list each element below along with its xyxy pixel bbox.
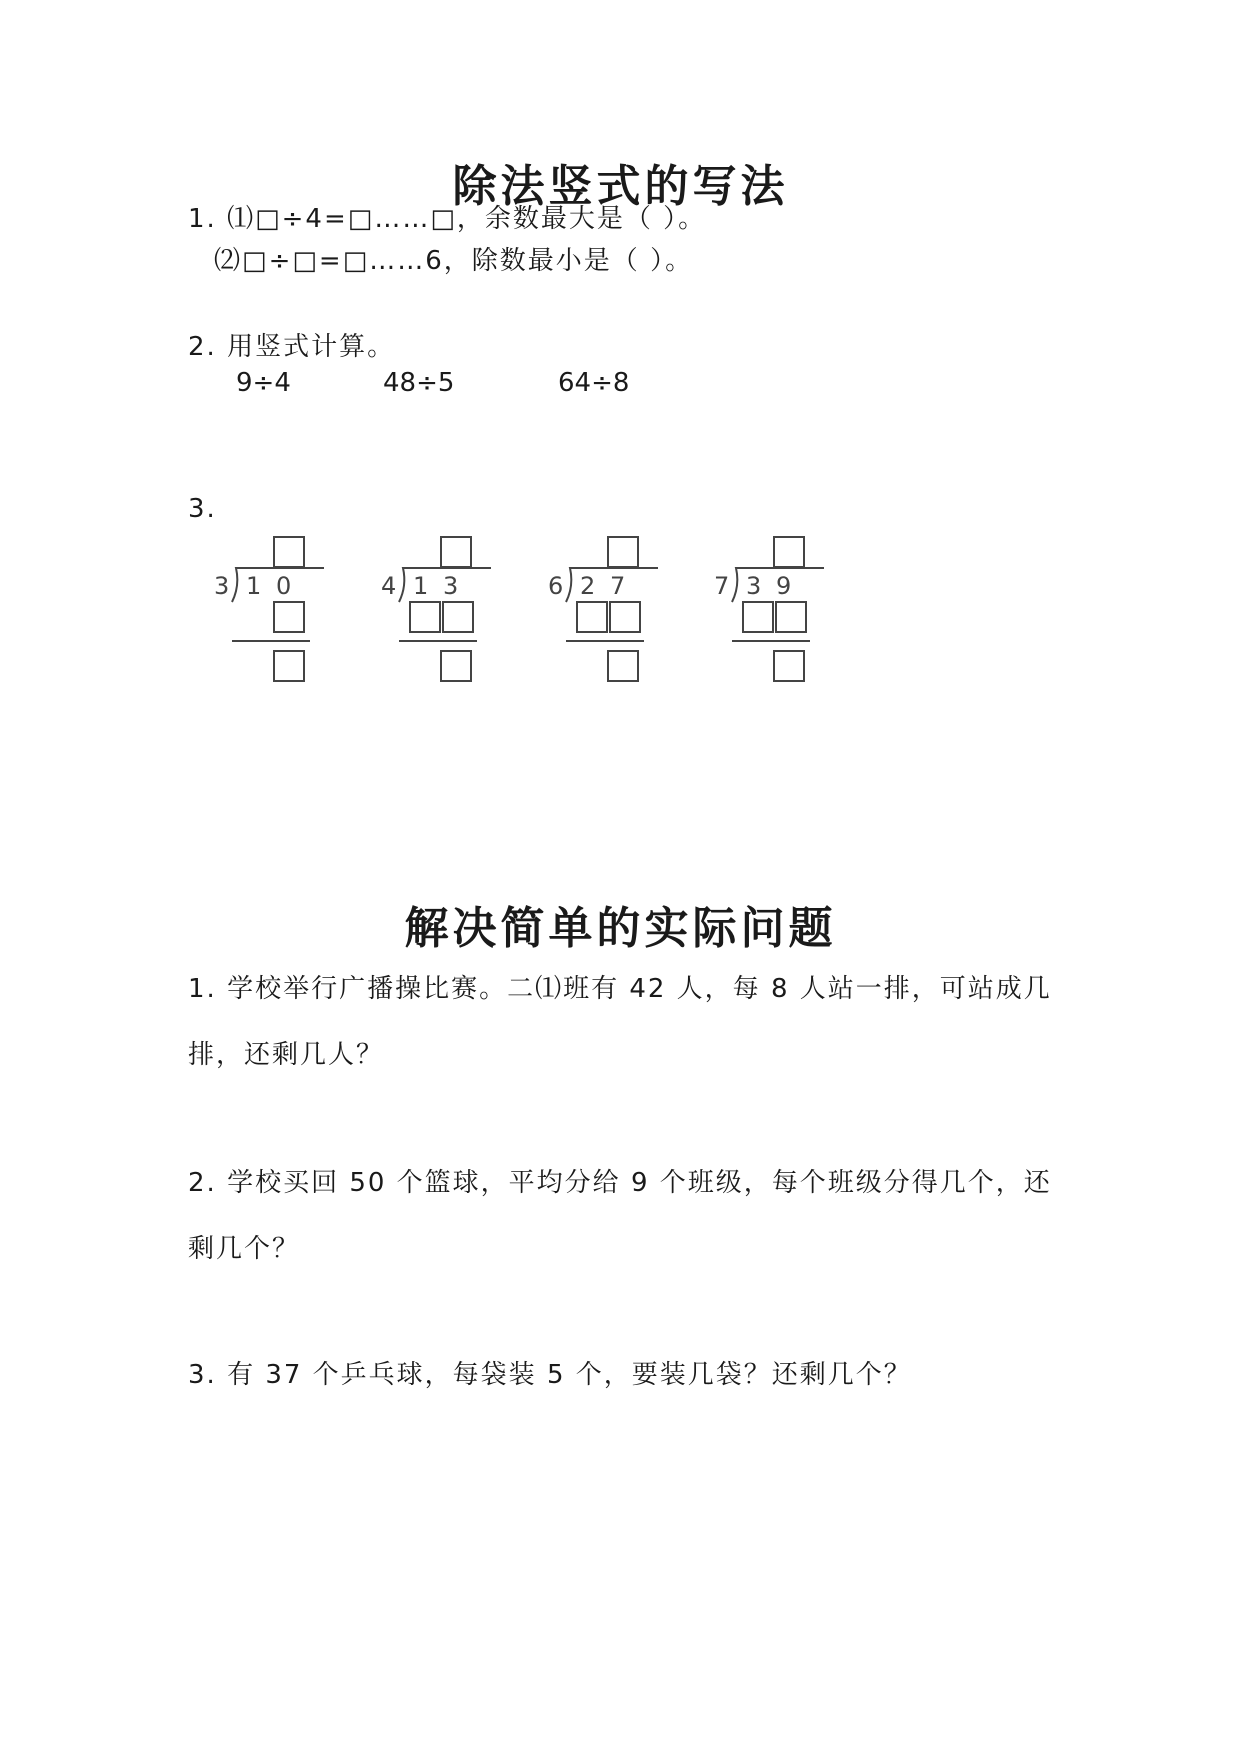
subtraction-line — [232, 640, 310, 642]
product-box[interactable] — [273, 601, 305, 633]
divisor: 4 — [381, 572, 397, 600]
quotient-box[interactable] — [440, 536, 472, 568]
question-1-part-1: 1. ⑴□÷4=□……□，余数最大是（ ）。 — [188, 204, 707, 234]
dividend-digit: 1 — [246, 572, 262, 600]
dividend-digit: 2 — [580, 572, 596, 600]
calc-item-1: 9÷4 — [236, 368, 291, 398]
product-box[interactable] — [409, 601, 441, 633]
divisor: 7 — [714, 572, 730, 600]
remainder-box[interactable] — [273, 650, 305, 682]
subtraction-line — [732, 640, 810, 642]
quotient-box[interactable] — [607, 536, 639, 568]
quotient-box[interactable] — [773, 536, 805, 568]
subtraction-line — [566, 640, 644, 642]
remainder-box[interactable] — [607, 650, 639, 682]
problem-2-line-2: 剩几个？ — [188, 1234, 301, 1264]
problem-1-line-1: 1. 学校举行广播操比赛。二⑴班有 42 人，每 8 人站一排，可站成几 — [188, 974, 1052, 1004]
question-3-label: 3. — [188, 494, 217, 524]
remainder-box[interactable] — [440, 650, 472, 682]
product-box[interactable] — [775, 601, 807, 633]
divisor: 3 — [214, 572, 230, 600]
section-title: 除法竖式的写法 — [452, 161, 789, 212]
calc-item-2: 48÷5 — [383, 368, 455, 398]
problem-2-line-1: 2. 学校买回 50 个篮球，平均分给 9 个班级，每个班级分得几个，还 — [188, 1168, 1052, 1198]
question-2-label: 2. 用竖式计算。 — [188, 332, 396, 362]
section-title-2: 解决简单的实际问题 — [404, 903, 837, 954]
product-box[interactable] — [576, 601, 608, 633]
problem-3: 3. 有 37 个乒乓球，每袋装 5 个，要装几袋？还剩几个？ — [188, 1360, 912, 1390]
product-box[interactable] — [742, 601, 774, 633]
product-box[interactable] — [442, 601, 474, 633]
subtraction-line — [399, 640, 477, 642]
dividend-digit: 3 — [746, 572, 762, 600]
dividend-digit: 0 — [276, 572, 292, 600]
remainder-box[interactable] — [773, 650, 805, 682]
dividend-digit: 7 — [610, 572, 626, 600]
dividend-digit: 1 — [413, 572, 429, 600]
divisor: 6 — [548, 572, 564, 600]
dividend-digit: 9 — [776, 572, 792, 600]
product-box[interactable] — [609, 601, 641, 633]
problem-1-line-2: 排，还剩几人？ — [188, 1040, 385, 1070]
quotient-box[interactable] — [273, 536, 305, 568]
dividend-digit: 3 — [443, 572, 459, 600]
calc-item-3: 64÷8 — [558, 368, 630, 398]
question-1-part-2: ⑵□÷□=□……6，除数最小是（ ）。 — [214, 246, 694, 276]
